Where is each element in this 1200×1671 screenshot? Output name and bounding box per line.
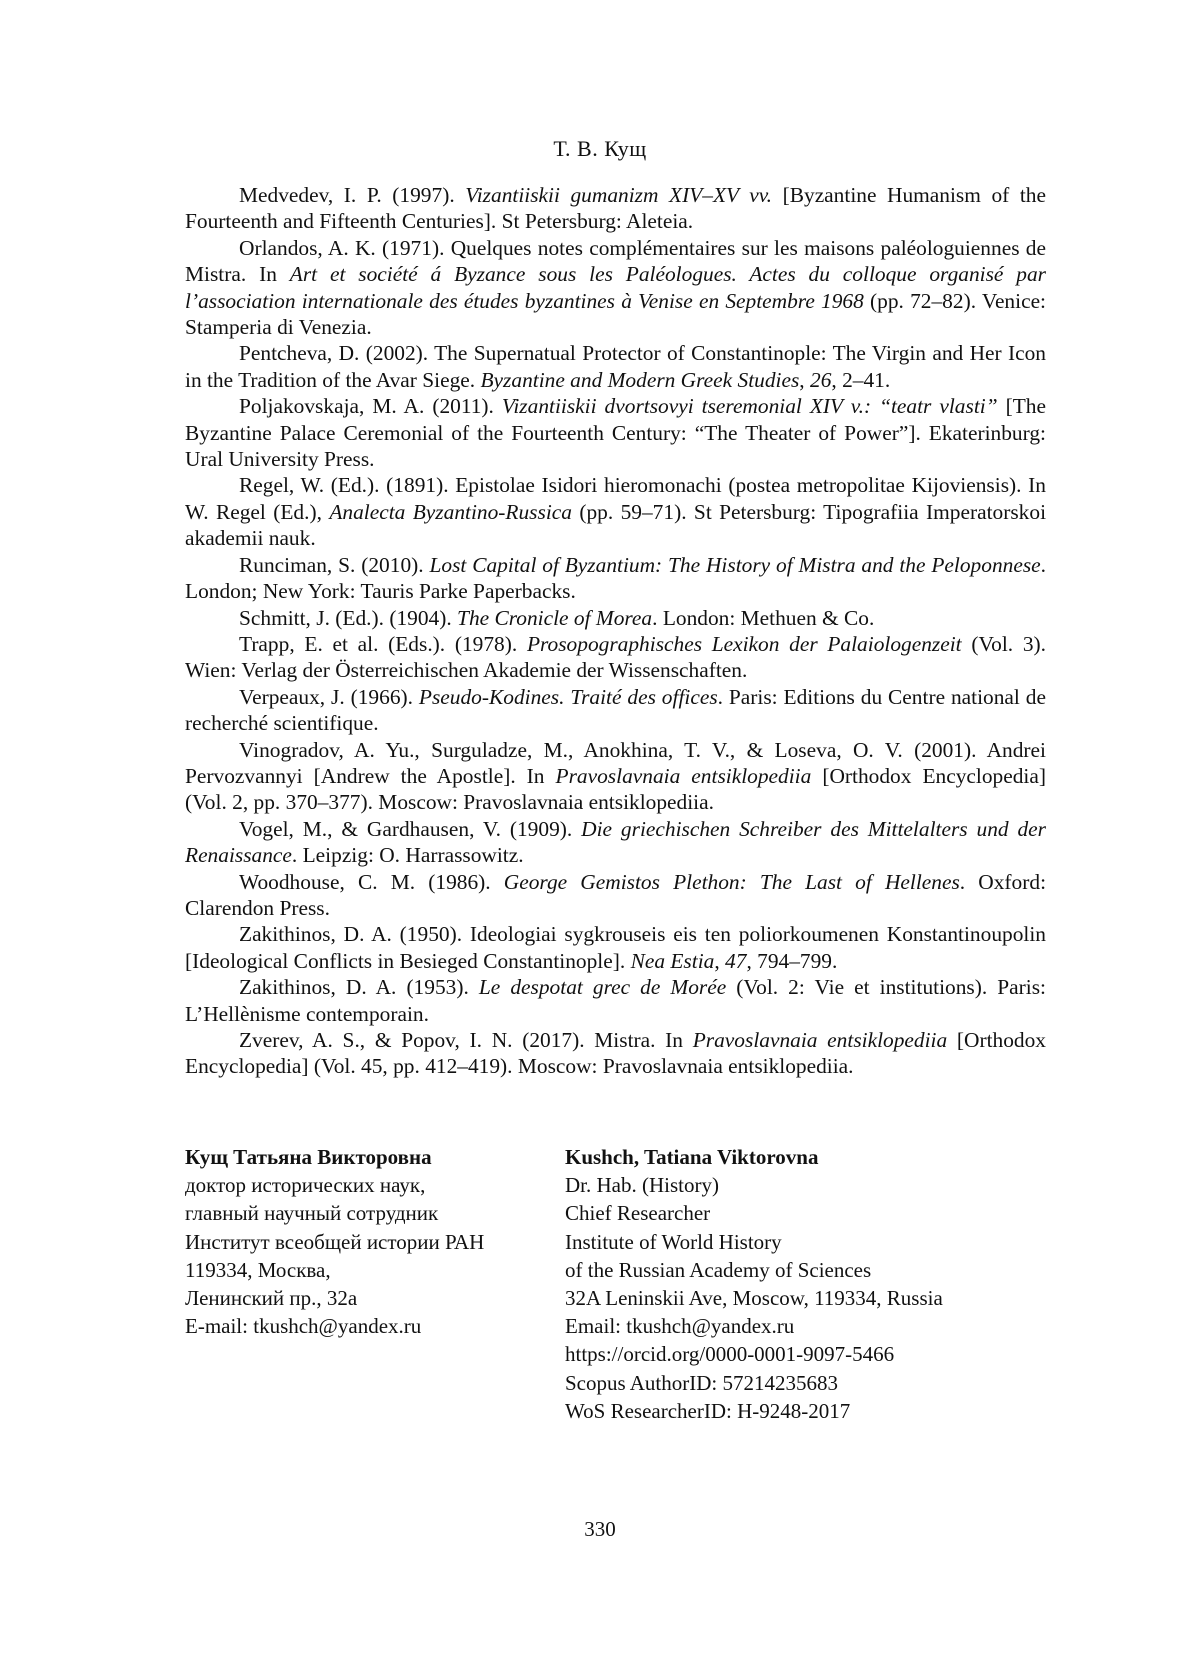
reference-text: Medvedev, I. P. (1997). bbox=[239, 183, 465, 207]
running-head: Т. В. Кущ bbox=[0, 136, 1200, 162]
author-ru-line: Институт всеобщей истории РАН bbox=[185, 1228, 555, 1256]
reference-text: [Byzantine Humanism of the Fourteenth and Fifteenth Centuries]. St Petersburg: Aleteia. bbox=[185, 183, 1046, 233]
author-ru-line: E-mail: tkushch@yandex.ru bbox=[185, 1312, 555, 1340]
reference-text: Regel, W. (Ed.). (1891). Epistolae Isidori hieromonachi (postea metropolitae Kijoviensis). In W. Regel (Ed.), bbox=[185, 473, 1046, 523]
reference-entry bbox=[185, 393, 1046, 472]
reference-entry bbox=[185, 684, 1046, 737]
reference-entry bbox=[185, 1027, 1046, 1080]
reference-text: (pp. 59–71). St Petersburg: Tipografiia Imperatorskoi akademii nauk. bbox=[185, 500, 1046, 550]
author-en-line: WoS ResearcherID: H-9248-2017 bbox=[565, 1397, 1045, 1425]
author-en-line: Dr. Hab. (History) bbox=[565, 1171, 1045, 1199]
reference-text: . Leipzig: O. Harrassowitz. bbox=[292, 843, 524, 867]
reference-text: Trapp, E. et al. (Eds.). (1978). bbox=[239, 632, 527, 656]
reference-title-italic: Die griechischen Schreiber des Mittelalters und der Renaissance bbox=[185, 817, 1046, 867]
reference-entry bbox=[185, 631, 1046, 684]
reference-entry bbox=[185, 974, 1046, 1027]
author-en-line: Chief Researcher bbox=[565, 1199, 1045, 1227]
reference-text: Poljakovskaja, M. A. (2011). bbox=[239, 394, 502, 418]
reference-title-italic: Art et société á Byzance sous les Paléologues. Actes du colloque organisé par l’association internationale des études byzantines à Venise en Septembre 1968 bbox=[185, 262, 1046, 312]
author-en-line: 32A Leninskii Ave, Moscow, 119334, Russia bbox=[565, 1284, 1045, 1312]
page-number: 330 bbox=[0, 1517, 1200, 1542]
reference-text: (Vol. 2: Vie et institutions). Paris: L’Hellènisme contemporain. bbox=[185, 975, 1046, 1025]
reference-text: (Vol. 3). Wien: Verlag der Österreichischen Akademie der Wissenschaften. bbox=[185, 632, 1046, 682]
author-en-line: Institute of World History bbox=[565, 1228, 1045, 1256]
reference-text: , 794–799. bbox=[746, 949, 837, 973]
reference-text: [Orthodox Encyclopedia] (Vol. 2, pp. 370–377). Moscow: Pravoslavnaia entsiklopediia. bbox=[185, 764, 1046, 814]
author-info-english bbox=[565, 1143, 1045, 1425]
reference-title-italic: Lost Capital of Byzantium: The History of Mistra and the Peloponnese bbox=[429, 553, 1040, 577]
reference-title-italic: Le despotat grec de Morée bbox=[479, 975, 726, 999]
author-info-russian bbox=[185, 1143, 555, 1340]
reference-text: Verpeaux, J. (1966). bbox=[239, 685, 419, 709]
reference-title-italic: 47 bbox=[725, 949, 746, 973]
reference-text: Zverev, A. S., & Popov, I. N. (2017). Mistra. In bbox=[239, 1028, 693, 1052]
reference-title-italic: Vizantiiskii dvortsovyi tseremonial XIV v.: “teatr vlasti” bbox=[502, 394, 998, 418]
reference-text: Vinogradov, A. Yu., Surguladze, M., Anokhina, T. V., & Loseva, O. V. (2001). Andrei Pervozvannyi [Andrew the Apostle]. In bbox=[185, 738, 1046, 788]
reference-text: . London; New York: Tauris Parke Paperbacks. bbox=[185, 553, 1046, 603]
reference-title-italic: Byzantine and Modern Greek Studies bbox=[480, 368, 799, 392]
reference-title-italic: Nea Estia bbox=[631, 949, 715, 973]
reference-entry bbox=[185, 552, 1046, 605]
references-list bbox=[185, 182, 1046, 1080]
reference-entry bbox=[185, 816, 1046, 869]
author-en-line: Email: tkushch@yandex.ru bbox=[565, 1312, 1045, 1340]
reference-text: Pentcheva, D. (2002). The Supernatual Protector of Constantinople: The Virgin and Her Icon in the Tradition of the Avar Siege. bbox=[185, 341, 1046, 391]
reference-title-italic: Pseudo-Kodines. Traité des offices bbox=[419, 685, 718, 709]
reference-title-italic: George Gemistos Plethon: The Last of Hellenes bbox=[504, 870, 960, 894]
reference-entry bbox=[185, 182, 1046, 235]
reference-text: Zakithinos, D. A. (1953). bbox=[239, 975, 479, 999]
author-name-ru: Кущ Татьяна Викторовна bbox=[185, 1143, 555, 1171]
reference-entry bbox=[185, 605, 1046, 631]
reference-text: . London: Methuen & Co. bbox=[652, 606, 874, 630]
reference-entry bbox=[185, 340, 1046, 393]
reference-title-italic: Pravoslavnaia entsiklopediia bbox=[693, 1028, 947, 1052]
reference-entry bbox=[185, 921, 1046, 974]
reference-entry bbox=[185, 235, 1046, 341]
reference-text: (pp. 72–82). Venice: Stamperia di Venezia. bbox=[185, 289, 1046, 339]
reference-text: Schmitt, J. (Ed.). (1904). bbox=[239, 606, 457, 630]
reference-text: Zakithinos, D. A. (1950). Ideologiai sygkrouseis eis ten poliorkoumenen Konstantinoupolin [Ideological Conflicts in Besieged Constantinople]. bbox=[185, 922, 1046, 972]
reference-text: Vogel, M., & Gardhausen, V. (1909). bbox=[239, 817, 581, 841]
author-ru-line: главный научный сотрудник bbox=[185, 1199, 555, 1227]
author-ru-line: Ленинский пр., 32а bbox=[185, 1284, 555, 1312]
reference-text: [Orthodox Encyclopedia] (Vol. 45, pp. 412–419). Moscow: Pravoslavnaia entsiklopediia. bbox=[185, 1028, 1046, 1078]
reference-text: . Paris: Editions du Centre national de recherché scientifique. bbox=[185, 685, 1046, 735]
reference-text: Runciman, S. (2010). bbox=[239, 553, 429, 577]
reference-text: , 2–41. bbox=[831, 368, 890, 392]
author-en-line: of the Russian Academy of Sciences bbox=[565, 1256, 1045, 1284]
reference-text: [The Byzantine Palace Ceremonial of the Fourteenth Century: “The Theater of Power”]. Ekaterinburg: Ural University Press. bbox=[185, 394, 1046, 471]
reference-title-italic: Vizantiiskii gumanizm XIV–XV vv. bbox=[465, 183, 772, 207]
reference-text: , bbox=[714, 949, 725, 973]
reference-entry bbox=[185, 472, 1046, 551]
author-ru-line: 119334, Москва, bbox=[185, 1256, 555, 1284]
author-ru-line: доктор исторических наук, bbox=[185, 1171, 555, 1199]
reference-entry bbox=[185, 737, 1046, 816]
reference-title-italic: 26 bbox=[810, 368, 831, 392]
author-en-line: Scopus AuthorID: 57214235683 bbox=[565, 1369, 1045, 1397]
author-name-en: Kushch, Tatiana Viktorovna bbox=[565, 1143, 1045, 1171]
reference-title-italic: The Cronicle of Morea bbox=[457, 606, 652, 630]
reference-title-italic: Pravoslavnaia entsiklopediia bbox=[556, 764, 812, 788]
reference-text: Orlandos, A. K. (1971). Quelques notes complémentaires sur les maisons paléologuiennes de Mistra. In bbox=[185, 236, 1046, 286]
reference-title-italic: Analecta Byzantino-Russica bbox=[329, 500, 572, 524]
document-page bbox=[0, 0, 1200, 1671]
reference-entry bbox=[185, 869, 1046, 922]
reference-text: . Oxford: Clarendon Press. bbox=[185, 870, 1046, 920]
reference-text: Woodhouse, C. M. (1986). bbox=[239, 870, 504, 894]
reference-title-italic: Prosopographisches Lexikon der Palaiologenzeit bbox=[527, 632, 962, 656]
author-en-line: https://orcid.org/0000-0001-9097-5466 bbox=[565, 1340, 1045, 1368]
reference-text: , bbox=[799, 368, 810, 392]
